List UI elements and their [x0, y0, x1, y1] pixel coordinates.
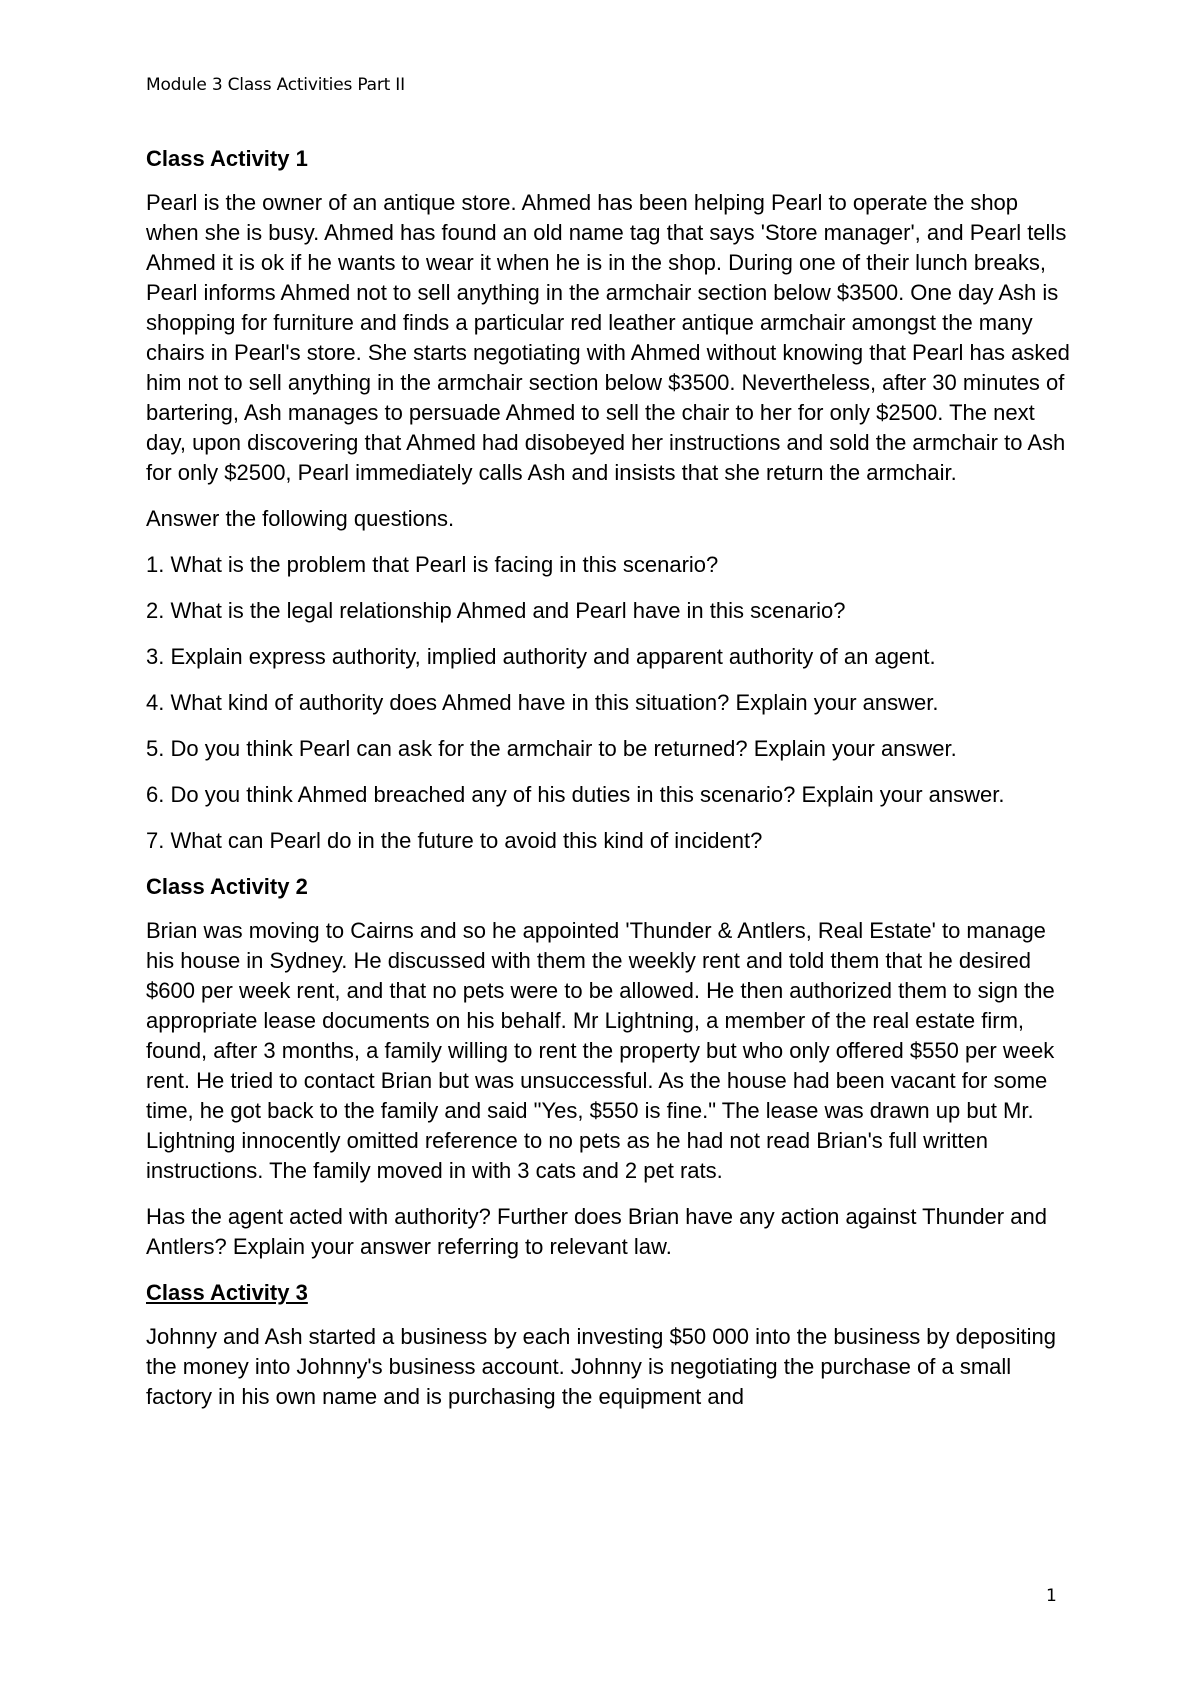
activity-1-question: 4. What kind of authority does Ahmed have in this situation? Explain your answer.	[146, 690, 939, 715]
page-header: Module 3 Class Activities Part II	[146, 75, 405, 95]
activity-1-question: 1. What is the problem that Pearl is facing in this scenario?	[146, 552, 719, 577]
activity-1-question: 5. Do you think Pearl can ask for the armchair to be returned? Explain your answer.	[146, 736, 957, 761]
activity-1-question: 3. Explain express authority, implied authority and apparent authority of an agent.	[146, 644, 936, 669]
activity-2-question: Has the agent acted with authority? Further does Brian have any action against Thunder and Antlers? Explain your answer referring to relevant law.	[146, 1204, 1047, 1259]
activity-1-heading: Class Activity 1	[146, 146, 308, 171]
activity-3-heading: Class Activity 3	[146, 1280, 308, 1305]
activity-1-question: 7. What can Pearl do in the future to avoid this kind of incident?	[146, 828, 763, 853]
class-activity-2	[146, 872, 1076, 1262]
class-activity-3	[146, 1278, 1076, 1412]
activity-1-intro: Answer the following questions.	[146, 506, 455, 531]
activity-1-question: 6. Do you think Ahmed breached any of his duties in this scenario? Explain your answer.	[146, 782, 1005, 807]
class-activity-1	[146, 144, 1076, 856]
page-number: 1	[1046, 1586, 1057, 1606]
activity-2-heading: Class Activity 2	[146, 874, 308, 899]
activity-1-question: 2. What is the legal relationship Ahmed and Pearl have in this scenario?	[146, 598, 846, 623]
activity-3-scenario: Johnny and Ash started a business by each investing $50 000 into the business by depositing the money into Johnny's business account. Johnny is negotiating the purchase of a small factory in his own name and is purchasing the equipment and	[146, 1324, 1056, 1409]
document-body	[146, 144, 1076, 1428]
activity-1-scenario: Pearl is the owner of an antique store. Ahmed has been helping Pearl to operate the shop when she is busy. Ahmed has found an old name tag that says 'Store manager', and Pearl tells Ahmed it is ok if he wants to wear it when he is in the shop. During one of their lunch breaks, Pearl informs Ahmed not to sell anything in the armchair section below $3500. One day Ash is shopping for furniture and finds a particular red leather antique armchair amongst the many chairs in Pearl's store. She starts negotiating with Ahmed without knowing that Pearl has asked him not to sell anything in the armchair section below $3500. Nevertheless, after 30 minutes of bartering, Ash manages to persuade Ahmed to sell the chair to her for only $2500. The next day, upon discovering that Ahmed had disobeyed her instructions and sold the armchair to Ash for only $2500, Pearl immediately calls Ash and insists that she return the armchair.	[146, 190, 1070, 485]
activity-2-scenario: Brian was moving to Cairns and so he appointed 'Thunder & Antlers, Real Estate' to manage his house in Sydney. He discussed with them the weekly rent and told them that he desired $600 per week rent, and that no pets were to be allowed. He then authorized them to sign the appropriate lease documents on his behalf. Mr Lightning, a member of the real estate firm, found, after 3 months, a family willing to rent the property but who only offered $550 per week rent. He tried to contact Brian but was unsuccessful. As the house had been vacant for some time, he got back to the family and said "Yes, $550 is fine." The lease was drawn up but Mr. Lightning innocently omitted reference to no pets as he had not read Brian's full written instructions. The family moved in with 3 cats and 2 pet rats.	[146, 918, 1055, 1183]
